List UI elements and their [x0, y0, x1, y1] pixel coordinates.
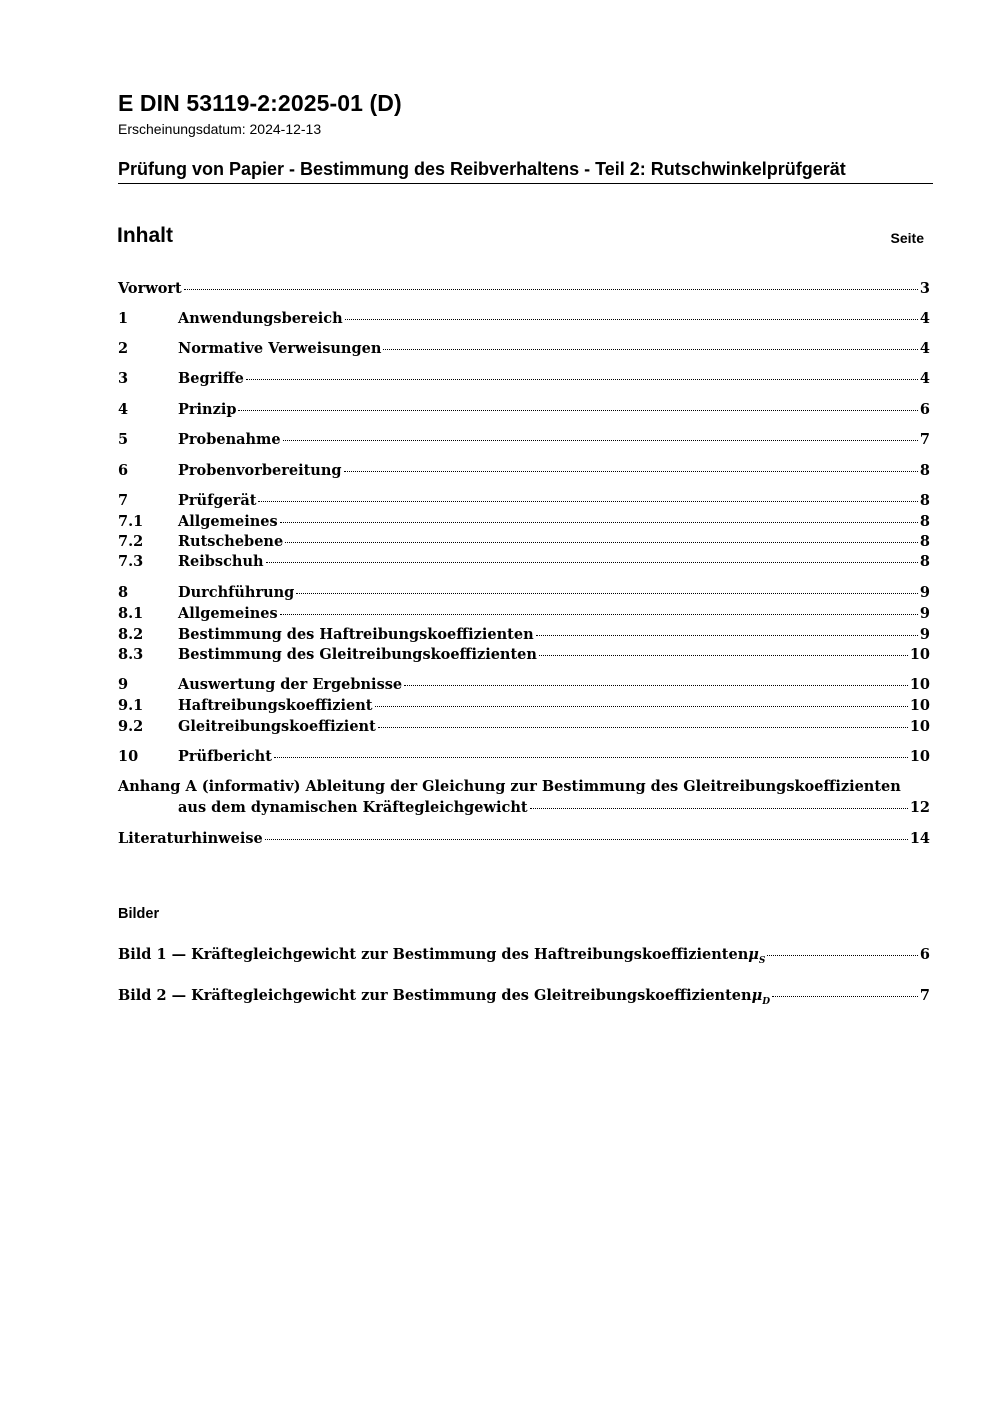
- toc-entry-page: 9: [919, 584, 930, 601]
- toc-entry-7-1[interactable]: [118, 513, 930, 534]
- toc-entry-page: 8: [919, 513, 930, 530]
- dot-leader: [265, 838, 908, 840]
- figure-entry-title: Bild 2 — Kräftegleichgewicht zur Bestimmung des Gleitreibungskoeffizienten: [118, 987, 752, 1004]
- dot-leader: [280, 521, 918, 523]
- dot-leader: [772, 995, 918, 997]
- dot-leader: [285, 541, 918, 543]
- toc-entry-title: Bestimmung des Gleitreibungskoeffizienten: [178, 646, 537, 663]
- toc-entry-page: 8: [919, 492, 930, 509]
- toc-entry-title: Prüfgerät: [178, 492, 257, 509]
- document-title: Prüfung von Papier - Bestimmung des Reibverhaltens - Teil 2: Rutschwinkelprüfgerät: [118, 159, 933, 184]
- toc-entry-title: Anwendungsbereich: [178, 310, 343, 327]
- toc-entry-7-3[interactable]: [118, 553, 930, 574]
- dot-leader: [767, 954, 918, 956]
- mu-symbol: $\mu_S$: [748, 946, 766, 966]
- publication-date: Erscheinungsdatum: 2024-12-13: [118, 121, 322, 137]
- toc-entry-number: 3: [118, 370, 129, 387]
- toc-entry-number: 9.2: [118, 718, 144, 735]
- toc-entry-8-1[interactable]: [118, 605, 930, 626]
- toc-entry-10[interactable]: [118, 748, 930, 769]
- toc-entry-page: 7: [919, 431, 930, 448]
- toc-entry-title: Rutschebene: [178, 533, 284, 550]
- toc-entry-number: 8.2: [118, 626, 144, 643]
- toc-entry-title: Reibschuh: [178, 553, 264, 570]
- toc-entry-title: Auswertung der Ergebnisse: [178, 676, 403, 693]
- figure-entry-2[interactable]: [118, 987, 930, 1008]
- toc-entry-title: Literaturhinweise: [118, 830, 263, 847]
- dot-leader: [184, 288, 918, 290]
- toc-entry-page: 8: [919, 462, 930, 479]
- toc-entry-page: 9: [919, 605, 930, 622]
- toc-entry-title: Begriffe: [178, 370, 244, 387]
- dot-leader: [530, 807, 908, 809]
- dot-leader: [296, 592, 918, 594]
- dot-leader: [246, 378, 918, 380]
- dot-leader: [274, 756, 908, 758]
- toc-entry-7-2[interactable]: [118, 533, 930, 554]
- toc-heading: Inhalt: [117, 224, 173, 247]
- toc-entry-number: 4: [118, 401, 129, 418]
- toc-entry-title: Prinzip: [178, 401, 237, 418]
- dot-leader: [283, 439, 918, 441]
- figure-entry-1[interactable]: [118, 946, 930, 967]
- toc-entry-page: 3: [919, 280, 930, 297]
- toc-entry-bibliography[interactable]: [118, 830, 930, 851]
- toc-entry-number: 7: [118, 492, 129, 509]
- toc-entry-number: 8: [118, 584, 129, 601]
- toc-entry-9-1[interactable]: [118, 697, 930, 718]
- toc-entry-title: Bestimmung des Haftreibungskoeffizienten: [178, 626, 534, 643]
- dot-leader: [404, 684, 908, 686]
- figures-heading: Bilder: [118, 906, 160, 922]
- toc-entry-2[interactable]: [118, 340, 930, 361]
- dot-leader: [258, 500, 917, 502]
- toc-entry-title: Vorwort: [118, 280, 182, 297]
- dot-leader: [383, 348, 918, 350]
- toc-entry-title: Normative Verweisungen: [178, 340, 382, 357]
- dot-leader: [280, 613, 918, 615]
- toc-annex-a-title[interactable]: Anhang A (informativ) Ableitung der Gleichung zur Bestimmung des Gleitreibungskoeffizienten: [118, 778, 901, 795]
- dot-leader: [266, 561, 918, 563]
- toc-entry-number: 2: [118, 340, 129, 357]
- toc-entry-9[interactable]: [118, 676, 930, 697]
- toc-entry-number: 9.1: [118, 697, 144, 714]
- dot-leader: [536, 634, 918, 636]
- toc-entry-page: 9: [919, 626, 930, 643]
- toc-entry-page: 8: [919, 533, 930, 550]
- toc-entry-number: 6: [118, 462, 129, 479]
- mu-symbol: $\mu_D$: [751, 987, 770, 1007]
- document-number: E DIN 53119-2:2025-01 (D): [118, 90, 402, 116]
- toc-entry-foreword[interactable]: [118, 280, 930, 301]
- toc-entry-page: 10: [909, 697, 930, 714]
- toc-entry-number: 1: [118, 310, 129, 327]
- toc-entry-page: 4: [919, 370, 930, 387]
- dot-leader: [344, 470, 918, 472]
- toc-entry-page: 6: [919, 401, 930, 418]
- dot-leader: [345, 318, 918, 320]
- figure-entry-title: Bild 1 — Kräftegleichgewicht zur Bestimmung des Haftreibungskoeffizienten: [118, 946, 749, 963]
- toc-entry-number: 8.1: [118, 605, 144, 622]
- toc-entry-number: 7.2: [118, 533, 144, 550]
- toc-entry-number: 8.3: [118, 646, 144, 663]
- toc-entry-3[interactable]: [118, 370, 930, 391]
- toc-entry-page: 4: [919, 310, 930, 327]
- dot-leader: [378, 726, 908, 728]
- toc-entry-title: Probenvorbereitung: [178, 462, 342, 479]
- toc-entry-page: 14: [909, 830, 930, 847]
- toc-entry-8-2[interactable]: [118, 626, 930, 647]
- toc-entry-5[interactable]: [118, 431, 930, 452]
- toc-entry-4[interactable]: [118, 401, 930, 422]
- toc-entry-title: Allgemeines: [178, 513, 278, 530]
- toc-entry-title: Gleitreibungskoeffizient: [178, 718, 376, 735]
- toc-entry-page: 10: [909, 646, 930, 663]
- toc-entry-number: 9: [118, 676, 129, 693]
- toc-entry-title: Probenahme: [178, 431, 281, 448]
- page-column-label: Seite: [890, 230, 924, 246]
- toc-entry-title: Durchführung: [178, 584, 295, 601]
- toc-entry-page: 12: [909, 799, 930, 816]
- figure-entry-page: 6: [919, 946, 930, 963]
- dot-leader: [375, 705, 908, 707]
- toc-entry-number: 10: [118, 748, 139, 765]
- toc-entry-8-3[interactable]: [118, 646, 930, 667]
- toc-entry-page: 10: [909, 676, 930, 693]
- toc-entry-title: Allgemeines: [178, 605, 278, 622]
- toc-entry-number: 7.3: [118, 553, 144, 570]
- toc-entry-7[interactable]: [118, 492, 930, 513]
- toc-entry-page: 10: [909, 718, 930, 735]
- toc-entry-number: 5: [118, 431, 129, 448]
- toc-entry-8[interactable]: [118, 584, 930, 605]
- toc-entry-page: 10: [909, 748, 930, 765]
- toc-entry-title: Prüfbericht: [178, 748, 272, 765]
- dot-leader: [539, 654, 908, 656]
- toc-entry-annex-a[interactable]: [178, 799, 930, 820]
- toc-entry-9-2[interactable]: [118, 718, 930, 739]
- dot-leader: [238, 409, 917, 411]
- toc-entry-title: aus dem dynamischen Kräftegleichgewicht: [178, 799, 528, 816]
- figure-entry-page: 7: [919, 987, 930, 1004]
- toc-entry-number: 7.1: [118, 513, 144, 530]
- toc-entry-6[interactable]: [118, 462, 930, 483]
- toc-entry-page: 8: [919, 553, 930, 570]
- toc-entry-title: Haftreibungskoeffizient: [178, 697, 373, 714]
- toc-entry-page: 4: [919, 340, 930, 357]
- toc-entry-1[interactable]: [118, 310, 930, 331]
